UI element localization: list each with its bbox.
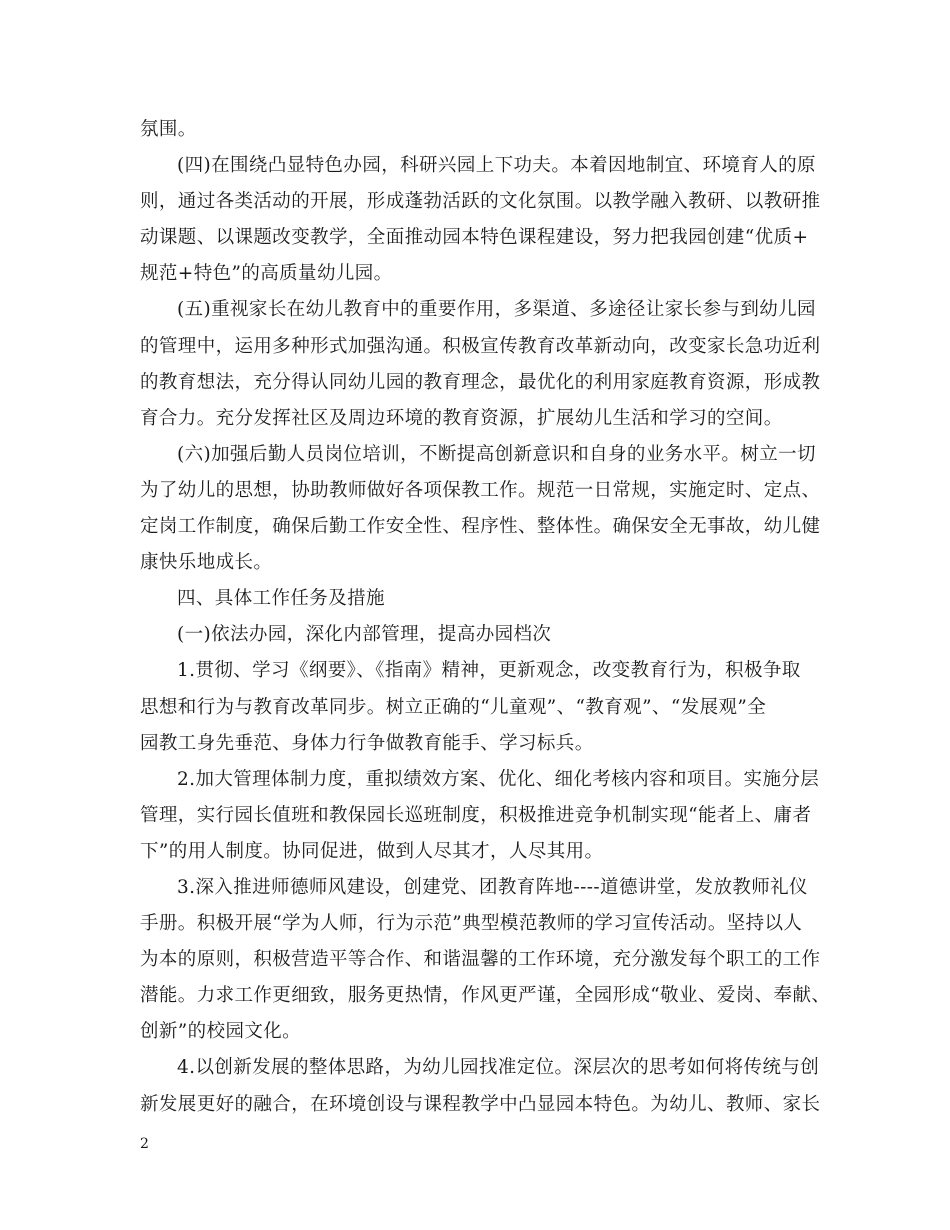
text-line: 创新”的校园文化。 (140, 1021, 302, 1043)
text-line: 思想和行为与教育改革同步。树立正确的“儿童观”、“教育观”、“发展观”全 (140, 696, 767, 718)
document-body (140, 112, 831, 1123)
text-line: (六)加强后勤人员岗位培训，不断提高创新意识和自身的业务水平。树立一切 (177, 443, 816, 465)
text-line: 的教育想法，充分得认同幼儿园的教育理念，最优化的利用家庭教育资源，形成教 (140, 371, 821, 393)
text-line: 动课题、以课题改变教学，全面推动园本特色课程建设，努力把我园创建“优质+ (140, 227, 809, 249)
text-line: 潜能。力求工作更细致，服务更热情，作风更严谨，全园形成“敬业、爱岗、奉献、 (140, 985, 831, 1007)
text-line: 为了幼儿的思想，协助教师做好各项保教工作。规范一日常规，实施定时、定点、 (140, 479, 821, 501)
text-line: 为本的原则，积极营造平等合作、和谐温馨的工作环境，充分激发每个职工的工作 (140, 949, 821, 971)
text-line: (四)在围绕凸显特色办园，科研兴园上下功夫。本着因地制宜、环境育人的原 (177, 155, 816, 177)
text-line: 的管理中，运用多种形式加强沟通。积极宣传教育改革新动向，改变家长急功近利 (140, 335, 821, 357)
text-line: 2.加大管理体制力度，重拟绩效方案、优化、细化考核内容和项目。实施分层 (177, 768, 820, 790)
text-line: 管理，实行园长值班和教保园长巡班制度，积极推进竞争机制实现“能者上、庸者 (140, 804, 812, 826)
text-line: 新发展更好的融合，在环境创设与课程教学中凸显园本特色。为幼儿、教师、家长 (140, 1093, 821, 1115)
text-line: 定岗工作制度，确保后勤工作安全性、程序性、整体性。确保安全无事故，幼儿健 (140, 516, 821, 538)
text-line: 3.深入推进师德师风建设，创建党、团教育阵地----道德讲堂，发放教师礼仪 (177, 876, 808, 898)
text-line: 四、具体工作任务及措施 (177, 588, 385, 610)
text-line: (一)依法办园，深化内部管理，提高办园档次 (177, 624, 552, 646)
text-line: 康快乐地成长。 (140, 552, 273, 574)
text-line: 园教工身先垂范、身体力行争做教育能手、学习标兵。 (140, 732, 594, 754)
text-line: 手册。积极开展“学为人师，行为示范”典型模范教师的学习宣传活动。坚持以人 (140, 913, 803, 935)
text-line: 规范+特色”的高质量幼儿园。 (140, 263, 393, 285)
text-line: 下”的用人制度。协同促进，做到人尽其才，人尽其用。 (140, 840, 604, 862)
text-line: 则，通过各类活动的开展，形成蓬勃活跃的文化氛围。以教学融入教研、以教研推 (140, 191, 821, 213)
text-line: (五)重视家长在幼儿教育中的重要作用，多渠道、多途径让家长参与到幼儿园 (177, 299, 816, 321)
text-line: 育合力。充分发挥社区及周边环境的教育资源，扩展幼儿生活和学习的空间。 (140, 407, 783, 429)
page-number: 2 (140, 1136, 149, 1152)
text-line: 1.贯彻、学习《纲要》、《指南》精神，更新观念，改变教育行为，积极争取 (177, 660, 801, 682)
text-line: 4.以创新发展的整体思路，为幼儿园找准定位。深层次的思考如何将传统与创 (177, 1057, 820, 1079)
text-line: 氛围。 (140, 119, 197, 140)
